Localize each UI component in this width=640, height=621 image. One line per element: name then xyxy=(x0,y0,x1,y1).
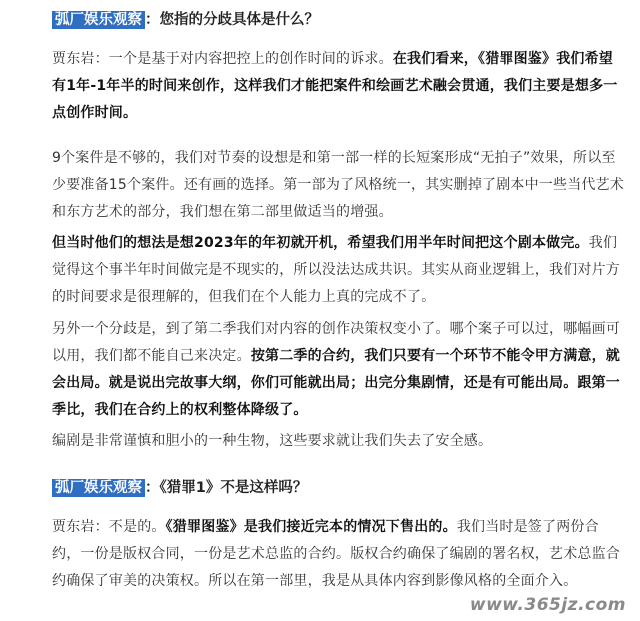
question-text: ：您指的分歧具体是什么？ xyxy=(145,12,319,28)
answer-paragraph xyxy=(52,428,624,455)
paragraph-bold-text: 在我们看来，《猎罪图鉴》我们希望有1年-1年半的时间来创作，这样我们才能把案件和绘画艺术融会贯通，我们主要是想多一点创作时间。 xyxy=(52,51,618,121)
answer-paragraph xyxy=(52,316,624,424)
answer-paragraph xyxy=(52,145,624,226)
paragraph-bold-text: 但当时他们的想法是想2023年的年初就开机，希望我们用半年时间把这个剧本做完。 xyxy=(52,235,589,251)
paragraph-bold-text: 《猎罪图鉴》是我们接近完本的情况下售出的。 xyxy=(165,519,457,535)
question-heading-1 xyxy=(52,10,319,30)
question-heading-2 xyxy=(52,478,307,498)
paragraph-text: 贾东岩：不是的。 xyxy=(52,519,166,535)
site-watermark: www.365jz.com xyxy=(469,595,626,615)
paragraph-text: 9个案件是不够的，我们对节奏的设想是和第一部一样的长短案形成“无拍子”效果，所以至少要准备15个案件。还有画的选择。第一部为了风格统一，其实删掉了剧本中一些当代艺术和东方艺术的部分，我们想在第二部里做适当的增强。 xyxy=(52,150,625,220)
source-badge: 弧厂娱乐观察 xyxy=(52,479,145,497)
paragraph-text: 我们当时是签了两份合约，一份是版权合同，一份是艺术总监的合约。版权合约确保了编剧的署名权，艺术总监合约确保了审美的决策权。所以在第一部里，我是从具体内容到影像风格的全面介入。 xyxy=(52,519,620,589)
paragraph-text: 贾东岩：一个是基于对内容把控上的创作时间的诉求。 xyxy=(52,51,393,67)
paragraph-text: 另外一个分歧是，到了第二季我们对内容的创作决策权变小了。哪个案子可以过，哪幅画可以用，我们都不能自己来决定。 xyxy=(52,321,620,364)
answer-paragraph xyxy=(52,514,624,595)
paragraph-text: 我们觉得这个事半年时间做完是不现实的，所以没法达成共识。其实从商业逻辑上，我们对片方的时间要求是很理解的，但我们在个人能力上真的完成不了。 xyxy=(52,235,620,305)
paragraph-text: 编剧是非常谨慎和胆小的一种生物，这些要求就让我们失去了安全感。 xyxy=(52,433,493,449)
question-text: ：《猎罪1》不是这样吗？ xyxy=(145,480,308,496)
source-badge: 弧厂娱乐观察 xyxy=(52,11,145,29)
paragraph-bold-text: 按第二季的合约，我们只要有一个环节不能令甲方满意，就会出局。就是说出完故事大纲，你们可能就出局；出完分集剧情，还是有可能出局。跟第一季比，我们在合约上的权利整体降级了。 xyxy=(52,348,621,418)
answer-paragraph xyxy=(52,46,624,127)
answer-paragraph xyxy=(52,230,624,311)
